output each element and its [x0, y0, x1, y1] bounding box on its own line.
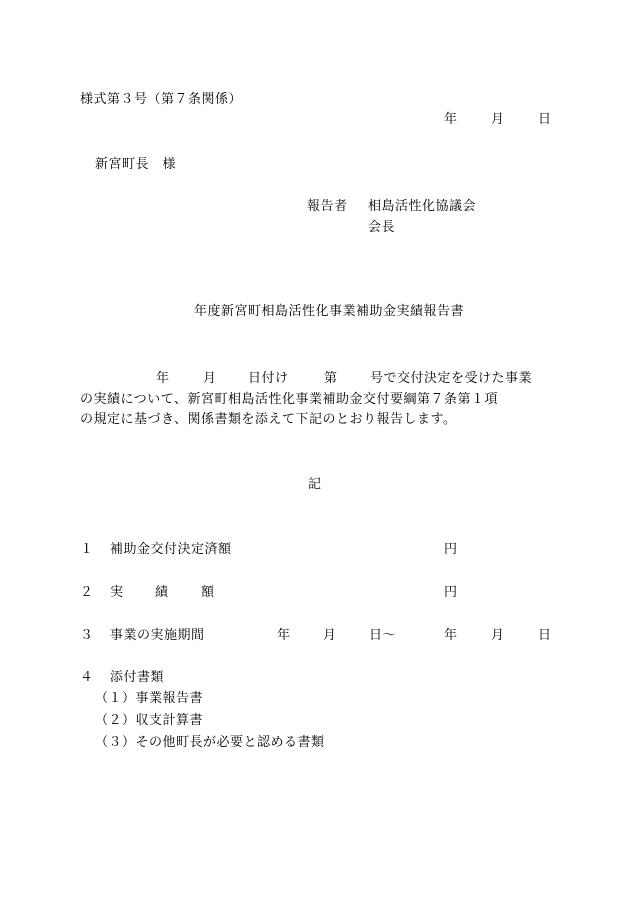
document-title: 年度新宮町相島活性化事業補助金実績報告書 [194, 304, 465, 319]
item-4-label: 添付書類 [110, 670, 165, 685]
form-label: 様式第３号（第７条関係） [80, 92, 243, 107]
item-3-number: ３ [80, 628, 94, 643]
item-1-label: 補助金交付決定済額 [110, 542, 232, 557]
reporter-organization: 相島活性化協議会 [368, 199, 477, 214]
item-2-label-part-3: 額 [201, 585, 215, 600]
body-line1-rest: 号で交付決定を受けた事業 [370, 371, 533, 386]
item-4-number: ４ [80, 670, 94, 685]
attachment-item-1: （１）事業報告書 [95, 691, 204, 706]
item-1-unit: 円 [444, 542, 458, 557]
body-day-tsuke: 日付け [248, 371, 289, 386]
period-start-day: 日～ [369, 628, 397, 643]
period-end-month: 月 [491, 628, 505, 643]
item-2-number: ２ [80, 585, 94, 600]
reporter-label: 報告者 [307, 199, 348, 214]
period-end-day: 日 [538, 628, 552, 643]
attachment-item-2: （２）収支計算書 [95, 713, 204, 728]
item-3-label: 事業の実施期間 [110, 628, 205, 643]
addressee: 新宮町長 様 [95, 157, 177, 172]
period-start-year: 年 [277, 628, 291, 643]
reporter-position: 会長 [368, 220, 396, 235]
attachment-item-3: （３）その他町長が必要と認める書類 [95, 735, 325, 750]
item-1-number: １ [80, 542, 94, 557]
body-line3: の規定に基づき、関係書類を添えて下記のとおり報告します。 [80, 412, 457, 427]
date-year: 年 [444, 112, 458, 127]
item-2-label-part-2: 績 [155, 585, 169, 600]
date-month: 月 [491, 112, 505, 127]
item-2-unit: 円 [444, 585, 458, 600]
period-start-month: 月 [323, 628, 337, 643]
item-2-label-part-1: 実 [110, 585, 124, 600]
ki-heading: 記 [308, 477, 322, 492]
period-end-year: 年 [444, 628, 458, 643]
body-dai: 第 [324, 371, 338, 386]
body-month: 月 [203, 371, 217, 386]
body-line2: の実績について、新宮町相島活性化事業補助金交付要綱第７条第１項 [80, 392, 498, 407]
body-year: 年 [156, 371, 170, 386]
date-day: 日 [538, 112, 552, 127]
